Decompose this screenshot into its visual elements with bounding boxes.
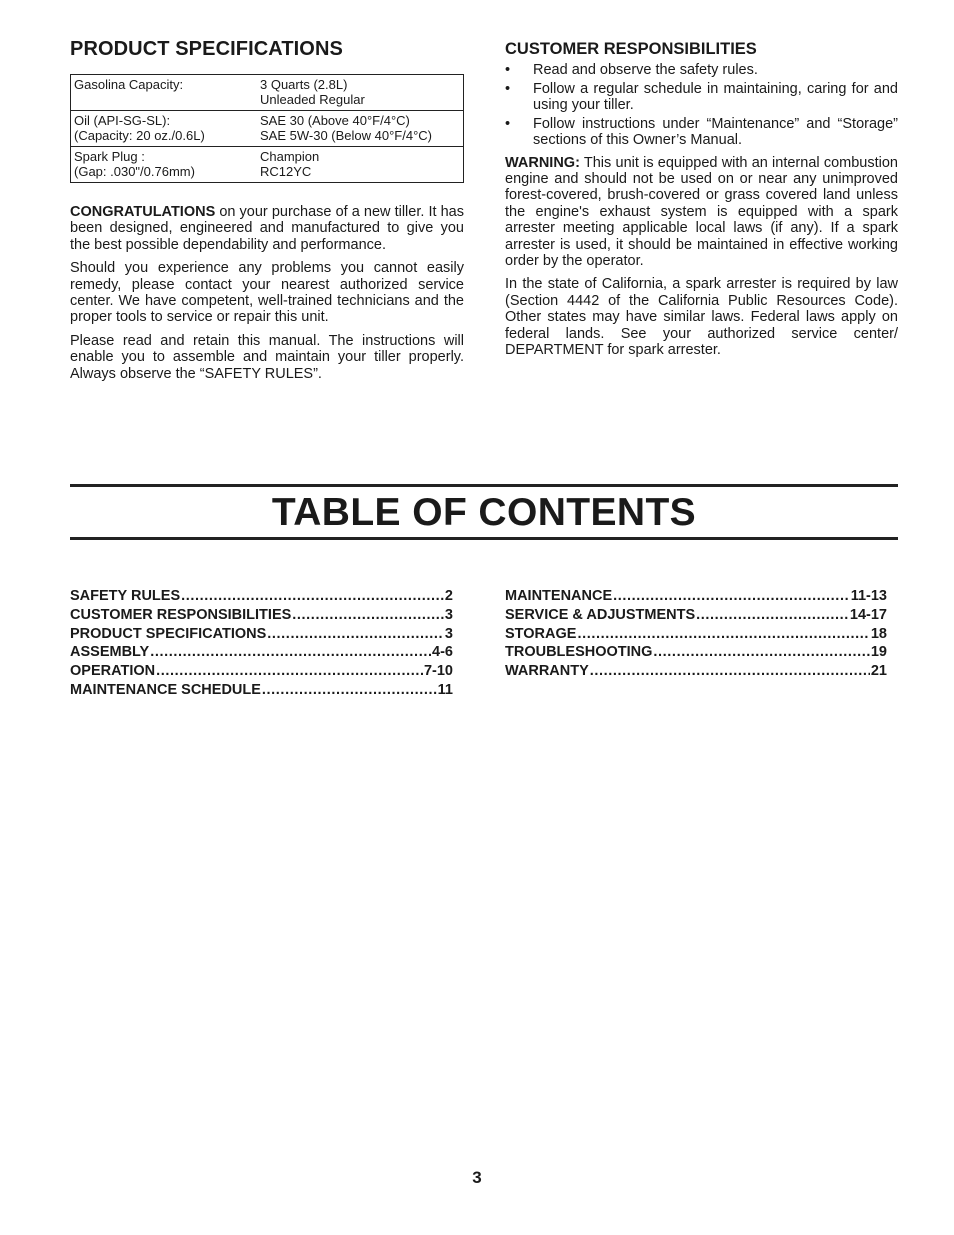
toc-label: MAINTENANCE — [505, 588, 613, 604]
toc-page: 3 — [444, 606, 453, 623]
list-item-text: Read and observe the safety rules. — [533, 62, 758, 78]
spec-value — [257, 147, 464, 183]
toc-leader — [267, 625, 444, 644]
toc-right-column — [505, 587, 887, 681]
toc-page: 18 — [870, 625, 887, 642]
list-item — [505, 116, 898, 149]
toc-leader — [577, 625, 869, 644]
spec-label-line: (Capacity: 20 oz./0.6L) — [74, 128, 205, 143]
retain-manual-paragraph: Please read and retain this manual. The instructions will enable you to assemble and maintain your tiller properly. Always observe the “SAFETY RULES”. — [70, 332, 464, 382]
warning-lead: WARNING: — [505, 154, 580, 171]
toc-entry-assembly[interactable] — [70, 643, 453, 662]
toc-entry-customer-responsibilities[interactable] — [70, 606, 453, 625]
toc-bottom-rule — [70, 537, 898, 540]
toc-page: 7-10 — [423, 663, 453, 680]
spec-label — [71, 147, 258, 183]
spec-value-line: Champion — [260, 149, 320, 164]
list-item — [505, 62, 898, 79]
congratulations-text: on your purchase of a new tiller. It has been designed, engineered and manufactured to give you the best possible dependability and performance. — [70, 204, 464, 253]
toc-page: 14-17 — [849, 606, 887, 623]
toc-page: 3 — [444, 625, 453, 642]
bullet-icon: • — [505, 115, 511, 132]
toc-leader — [696, 606, 849, 625]
congratulations-paragraph — [70, 204, 464, 253]
toc-entry-maintenance-schedule[interactable] — [70, 681, 453, 700]
spec-value-line: RC12YC — [260, 164, 312, 179]
spec-label — [71, 111, 258, 147]
toc-leader — [292, 606, 444, 625]
table-row — [71, 75, 464, 111]
toc-title: TABLE OF CONTENTS — [271, 491, 697, 534]
product-specifications-heading: PRODUCT SPECIFICATIONS — [70, 38, 343, 60]
bullet-icon: • — [505, 80, 511, 97]
toc-entry-maintenance[interactable] — [505, 587, 887, 606]
spec-label-line: (Gap: .030"/0.76mm) — [74, 164, 195, 179]
list-item — [505, 81, 898, 114]
toc-leader — [262, 681, 437, 700]
table-row — [71, 147, 464, 183]
page-number: 3 — [472, 1168, 482, 1187]
toc-entry-operation[interactable] — [70, 662, 453, 681]
responsibilities-list — [505, 62, 898, 149]
toc-label: CUSTOMER RESPONSIBILITIES — [70, 606, 292, 623]
toc-page: 4-6 — [432, 644, 453, 661]
toc-page: 11 — [437, 681, 453, 698]
toc-entry-storage[interactable] — [505, 625, 887, 644]
spec-value-line: SAE 5W-30 (Below 40°F/4°C) — [260, 128, 432, 143]
toc-leader — [150, 643, 431, 662]
support-paragraph: Should you experience any problems you cannot easily remedy, please contact your nearest authorized service center. We have competent, well-trained technicians and the proper tools to service or repair this unit. — [70, 260, 464, 326]
toc-label: TROUBLESHOOTING — [505, 644, 653, 661]
toc-page: 2 — [444, 588, 453, 604]
spec-label — [71, 75, 258, 111]
toc-leader — [613, 587, 850, 606]
right-column — [505, 40, 898, 365]
spec-label-line: Spark Plug : — [74, 149, 145, 164]
spec-label-line: Oil (API-SG-SL): — [74, 113, 171, 128]
toc-label: OPERATION — [70, 663, 156, 680]
toc-entry-service-adjustments[interactable] — [505, 606, 887, 625]
left-column — [70, 38, 464, 389]
toc-leader — [590, 662, 870, 681]
toc-page: 11-13 — [850, 588, 887, 604]
toc-label: SERVICE & ADJUSTMENTS — [505, 606, 696, 623]
toc-entry-troubleshooting[interactable] — [505, 643, 887, 662]
toc-label: PRODUCT SPECIFICATIONS — [70, 625, 267, 642]
toc-label: MAINTENANCE SCHEDULE — [70, 681, 261, 698]
spec-value — [257, 111, 464, 147]
toc-leader — [653, 643, 869, 662]
specifications-table — [70, 74, 464, 183]
spec-value-line: SAE 30 (Above 40°F/4°C) — [260, 113, 410, 128]
toc-top-rule — [70, 484, 898, 487]
warning-text: This unit is equipped with an internal combustion engine and should not be used on or near any unimproved forest-covered, brush-covered or grass covered land unless the engine's exhaust system is equipped with a spark arrester meeting applicable local laws (if any). If a spark arrester is used, it should be maintained in effective working order by the operator. — [505, 154, 898, 269]
toc-label: WARRANTY — [505, 663, 589, 680]
spec-value-line: 3 Quarts (2.8L) — [260, 77, 348, 92]
toc-leader — [181, 587, 444, 606]
toc-entry-product-specifications[interactable] — [70, 625, 453, 644]
list-item-text: Follow instructions under “Maintenance” and “Storage” sections of this Owner’s Manual. — [533, 115, 898, 148]
toc-label: SAFETY RULES — [70, 588, 181, 604]
spec-label-line: Gasolina Capacity: — [74, 77, 184, 92]
toc-entry-safety-rules[interactable] — [70, 587, 453, 606]
toc-label: STORAGE — [505, 625, 577, 642]
california-paragraph: In the state of California, a spark arrester is required by law (Section 4442 of the California Public Resources Code). Other states may have similar laws. Federal laws apply on federal lands. See your authorized service center/ DEPARTMENT for spark arrester. — [505, 276, 898, 358]
toc-entry-warranty[interactable] — [505, 662, 887, 681]
warning-paragraph — [505, 155, 898, 270]
toc-page: 19 — [870, 644, 887, 661]
toc-left-column — [70, 587, 453, 700]
list-item-text: Follow a regular schedule in maintaining, caring for and using your tiller. — [533, 80, 898, 113]
congratulations-lead: CONGRATULATIONS — [70, 204, 216, 220]
table-row — [71, 111, 464, 147]
toc-leader — [156, 662, 423, 681]
toc-page: 21 — [870, 663, 887, 680]
toc-label: ASSEMBLY — [70, 644, 150, 661]
spec-value — [257, 75, 464, 111]
customer-responsibilities-heading: CUSTOMER RESPONSIBILITIES — [505, 40, 757, 58]
spec-value-line: Unleaded Regular — [260, 92, 365, 107]
bullet-icon: • — [505, 62, 511, 78]
